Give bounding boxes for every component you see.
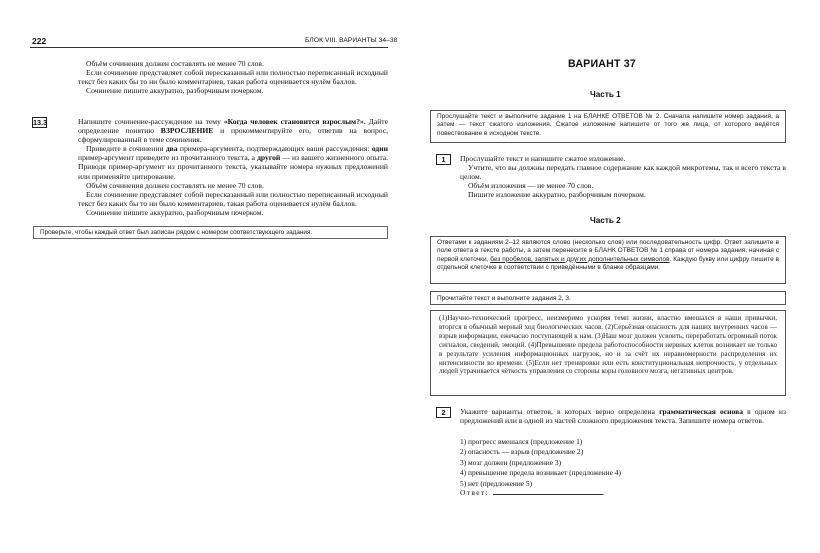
check-answers-box: Проверьте, чтобы каждый ответ был записан рядом с номером соответствующего задания. (33, 226, 388, 239)
task-number-13-3: 13.3 (33, 118, 48, 127)
answer-field: Ответ: . (460, 488, 607, 497)
intro-line-1: Объём сочинения должен составлять не менее 70 слов. (86, 59, 264, 68)
part1-title: Часть 1 (590, 90, 621, 99)
option-4: 4) превышение предела возникает (предложение 4) (460, 468, 621, 478)
task-13-3-body (78, 117, 388, 217)
task-1-line-1: Прослушайте текст и напишите сжатое изложение. (460, 154, 626, 163)
source-text-box: (1)Научно-технический прогресс, неизмеримо ускоряя темп жизни, властно вмешался в наши привычки, вторгся в обычный мерный ход биологических часов. (2)Серьёзная опасность для наших внутренних часов — взрыв информации, ежечасно поступающей к нам. (3)Наш мозг должен усвоить, переработать огромный поток сигналов, сведений, эмоций. (4)Превышение предела работоспособности нервных клеток возникает не только в результате усиления информационных нагрузок, но и за счёт их неравномерности распределения их интенсивности во времени. (5)Если нет тренировки или есть конституциональная непрочность, у отдельных людей утрачивается чёткость управления со стороны коры головного мозга, негативных центров. (430, 310, 786, 396)
intro-line-2: Если сочинение представляет собой пересказанный или полностью переписанный исходный текст без каких бы то ни было комментариев, такая работа оценивается нулём баллов. (78, 68, 388, 87)
intro-block (78, 59, 388, 95)
variant-title: ВАРИАНТ 37 (568, 58, 636, 70)
task-1-body (460, 154, 786, 199)
task-2-question: Укажите варианты ответов, в которых верно определена грамматическая основа в одном из предложений или в одной из частей сложного предложения текста. Запишите номера ответов. (460, 407, 786, 426)
task-13-3-para-3: Объём сочинения должен составлять не менее 70 слов. (86, 180, 264, 190)
task-13-3-para-2: Приведите в сочинении два примера-аргумента, подтверждающих ваши рассуждения: один пример-аргумент приведите из прочитанного текста, а другой — из вашего жизненного опыта. Приводя пример-аргумент из прочитанного текста, указывайте номера нужных предложений или применяйте цитирование. (78, 144, 388, 181)
task-1-line-4: Пишите изложение аккуратно, разборчивым почерком. (468, 190, 646, 200)
task-number-2: 2 (436, 407, 451, 418)
running-header: БЛОК VIII. ВАРИАНТЫ 34–38 (305, 37, 398, 44)
page-number: 222 (32, 36, 47, 46)
underlined-rule: без пробелов, запятых и других дополнительных символов (490, 255, 670, 263)
grammar-term: грамматическая основа (659, 407, 744, 416)
option-5: 5) нет (предложение 5) (460, 478, 533, 488)
header-rule (30, 47, 388, 48)
answer-label: Ответ: (460, 488, 489, 497)
task-2-body (460, 407, 786, 425)
task-13-3-para-1: Напишите сочинение-рассуждение на тему «Когда человек становится взрослым?». Дайте определение понятию ВЗРОСЛЕНИЕ и прокомментируйте его, ответив на вопрос, сформулированный в теме сочинения. (78, 117, 388, 145)
defined-term: ВЗРОСЛЕНИЕ (160, 126, 214, 136)
task-number-1: 1 (436, 154, 451, 165)
task-1-line-3: Объём изложения — не менее 70 слов. (468, 181, 594, 191)
answer-options (460, 437, 786, 489)
option-3: 3) мозг должен (предложение 3) (460, 457, 562, 467)
task-13-3-para-4: Если сочинение представляет собой пересказанный или полностью переписанный исходный текст без каких бы то ни было комментариев, такая работа оценивается нулём баллов. (78, 189, 388, 208)
task-13-3-para-5: Сочинение пишите аккуратно, разборчивым почерком. (86, 207, 264, 217)
essay-topic: «Когда человек становится взрослым?». (223, 117, 366, 126)
read-text-box: Прочитайте текст и выполните задания 2, 3. (430, 291, 786, 305)
part2-title: Часть 2 (590, 216, 621, 225)
option-1: 1) прогресс вмешался (предложение 1) (460, 437, 583, 446)
task-1-line-2: Учтите, что вы должны передать главное содержание как каждой микротемы, так и всего текста в целом. (460, 163, 786, 182)
part1-instructions-box: Прослушайте текст и выполните задание 1 на БЛАНКЕ ОТВЕТОВ № 2. Сначала напишите номер задания, а затем — текст сжатого изложения. Сжатое изложение напишите от того же лица, от которого ведётся повествование в исходном тексте. (430, 110, 786, 143)
option-2: 2) опасность — взрыв (предложение 2) (460, 447, 584, 457)
part2-instructions-box: Ответами к заданиям 2–12 являются слово (несколько слов) или последовательность цифр. Ответ запишите в поле ответа в тексте работы, а затем перенесите в БЛАНК ОТВЕТОВ № 1 справа от номера задания, начиная с первой клеточки, без пробелов, запятых и других дополнительных символов. Каждую букву или цифру пишите в отдельной клеточке в соответствии с приведёнными в бланке образцами. (430, 236, 786, 284)
intro-line-3: Сочинение пишите аккуратно, разборчивым почерком. (86, 86, 264, 96)
answer-line[interactable] (493, 488, 603, 495)
